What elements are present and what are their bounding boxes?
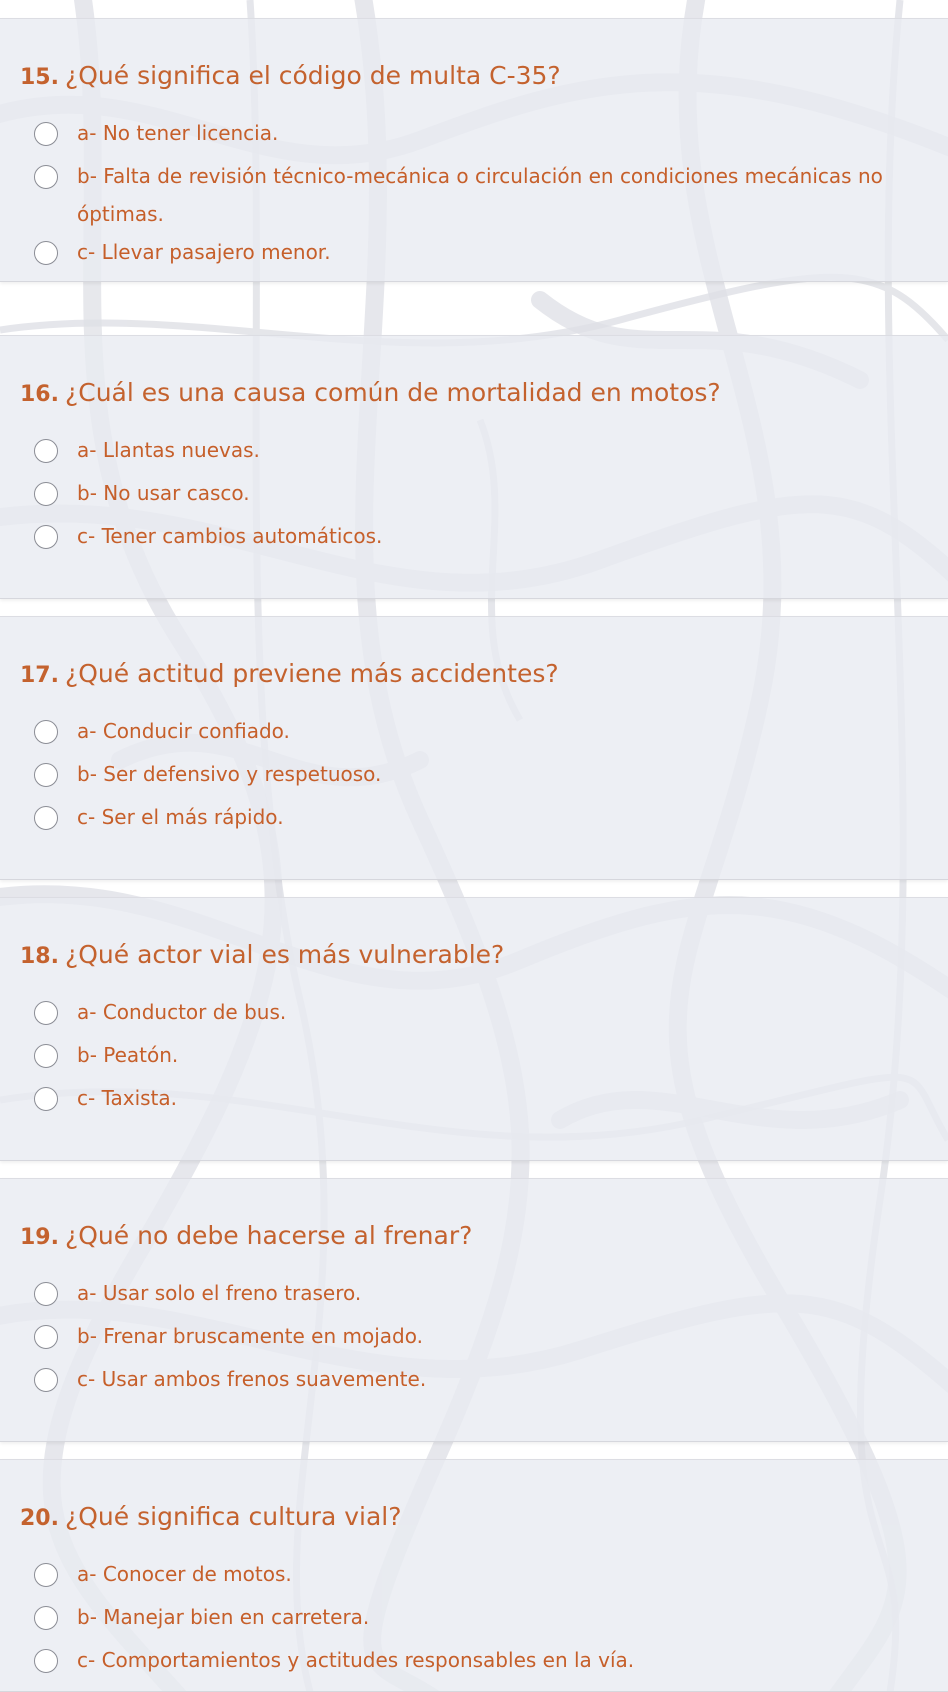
radio-button[interactable] — [34, 439, 58, 463]
options-list — [0, 1274, 948, 1403]
option-b[interactable] — [0, 157, 948, 233]
question-number: 18. — [20, 944, 59, 969]
option-b[interactable] — [0, 755, 948, 798]
question-text: ¿Qué actor vial es más vulnerable? — [64, 940, 505, 969]
question-number: 19. — [20, 1225, 59, 1250]
option-label: a- Conocer de motos. — [77, 1562, 292, 1586]
option-b[interactable] — [0, 1317, 948, 1360]
option-label: b- Ser defensivo y respetuoso. — [77, 762, 382, 786]
option-c[interactable] — [0, 1360, 948, 1403]
option-a[interactable] — [0, 431, 948, 474]
option-label: c- Comportamientos y actitudes responsables en la vía. — [77, 1648, 635, 1672]
question-card-20 — [0, 1459, 948, 1692]
question-card-17 — [0, 616, 948, 880]
options-list — [0, 1555, 948, 1684]
radio-button[interactable] — [34, 241, 58, 265]
option-label: b- Frenar bruscamente en mojado. — [77, 1324, 423, 1348]
options-list — [0, 993, 948, 1122]
radio-button[interactable] — [34, 1087, 58, 1111]
question-card-18 — [0, 897, 948, 1161]
option-label: a- Llantas nuevas. — [77, 438, 260, 462]
option-label: b- Peatón. — [77, 1043, 179, 1067]
option-label: c- Taxista. — [77, 1086, 177, 1110]
question-number: 20. — [20, 1506, 59, 1531]
option-label: c- Tener cambios automáticos. — [77, 524, 383, 548]
option-a[interactable] — [0, 993, 948, 1036]
question-title — [20, 61, 561, 90]
option-label: b- Manejar bien en carretera. — [77, 1605, 370, 1629]
radio-button[interactable] — [34, 1606, 58, 1630]
radio-button[interactable] — [34, 1325, 58, 1349]
question-number: 17. — [20, 663, 59, 688]
options-list — [0, 114, 948, 276]
option-b[interactable] — [0, 474, 948, 517]
radio-button[interactable] — [34, 482, 58, 506]
radio-button[interactable] — [34, 1282, 58, 1306]
question-text: ¿Qué significa cultura vial? — [64, 1502, 402, 1531]
options-list — [0, 712, 948, 841]
question-card-16 — [0, 335, 948, 599]
question-card-15 — [0, 18, 948, 282]
option-c[interactable] — [0, 233, 948, 276]
option-c[interactable] — [0, 1079, 948, 1122]
question-number: 16. — [20, 382, 59, 407]
radio-button[interactable] — [34, 763, 58, 787]
question-title — [20, 1502, 402, 1531]
option-c[interactable] — [0, 1641, 948, 1684]
option-label: a- Usar solo el freno trasero. — [77, 1281, 362, 1305]
radio-button[interactable] — [34, 165, 58, 189]
radio-button[interactable] — [34, 720, 58, 744]
question-text: ¿Qué actitud previene más accidentes? — [64, 659, 559, 688]
option-a[interactable] — [0, 1555, 948, 1598]
option-a[interactable] — [0, 114, 948, 157]
question-text: ¿Cuál es una causa común de mortalidad en motos? — [64, 378, 721, 407]
radio-button[interactable] — [34, 1368, 58, 1392]
radio-button[interactable] — [34, 806, 58, 830]
question-title — [20, 659, 559, 688]
radio-button[interactable] — [34, 1649, 58, 1673]
option-a[interactable] — [0, 1274, 948, 1317]
option-label: a- Conducir confiado. — [77, 719, 290, 743]
question-text: ¿Qué significa el código de multa C-35? — [64, 61, 561, 90]
question-title — [20, 940, 504, 969]
radio-button[interactable] — [34, 1001, 58, 1025]
option-c[interactable] — [0, 517, 948, 560]
option-label: c- Ser el más rápido. — [77, 805, 284, 829]
option-label: a- Conductor de bus. — [77, 1000, 287, 1024]
question-title — [20, 378, 721, 407]
option-label: b- Falta de revisión técnico-mecánica o circulación en condiciones mecánicas no óptimas. — [77, 164, 883, 226]
radio-button[interactable] — [34, 1563, 58, 1587]
options-list — [0, 431, 948, 560]
question-number: 15. — [20, 65, 59, 90]
question-text: ¿Qué no debe hacerse al frenar? — [64, 1221, 473, 1250]
question-title — [20, 1221, 472, 1250]
option-label: c- Usar ambos frenos suavemente. — [77, 1367, 427, 1391]
option-label: a- No tener licencia. — [77, 121, 279, 145]
option-label: b- No usar casco. — [77, 481, 250, 505]
option-b[interactable] — [0, 1036, 948, 1079]
option-label: c- Llevar pasajero menor. — [77, 240, 331, 264]
radio-button[interactable] — [34, 1044, 58, 1068]
option-b[interactable] — [0, 1598, 948, 1641]
radio-button[interactable] — [34, 122, 58, 146]
question-card-19 — [0, 1178, 948, 1442]
option-c[interactable] — [0, 798, 948, 841]
option-a[interactable] — [0, 712, 948, 755]
radio-button[interactable] — [34, 525, 58, 549]
